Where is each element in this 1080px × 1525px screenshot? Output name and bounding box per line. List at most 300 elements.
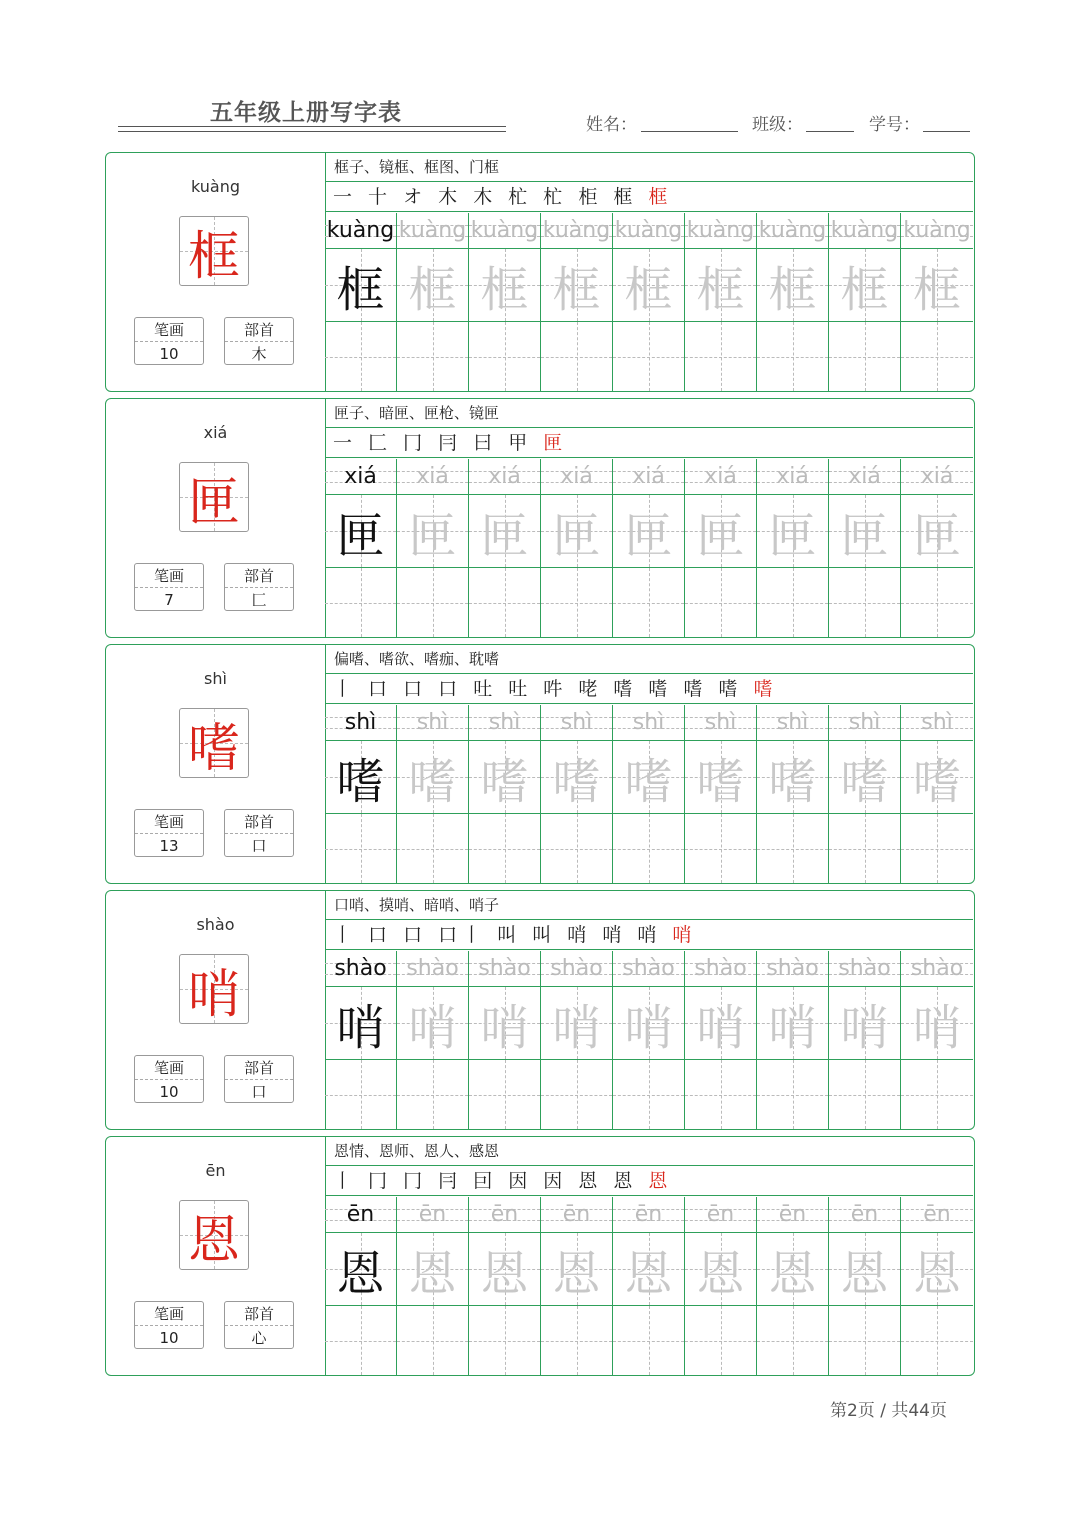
blank-cell[interactable] xyxy=(685,568,757,637)
stroke-step: 哨 xyxy=(637,924,673,946)
stroke-step: 恩 xyxy=(578,1170,614,1192)
pinyin-cell[interactable] xyxy=(541,459,613,494)
pinyin-cell[interactable] xyxy=(829,705,901,740)
blank-cell[interactable] xyxy=(685,1060,757,1129)
blank-cell[interactable] xyxy=(685,814,757,883)
pinyin-cell[interactable] xyxy=(469,951,541,986)
character-pinyin: kuàng xyxy=(190,177,240,196)
trace-cell[interactable] xyxy=(685,1233,757,1305)
stroke-count-value: 13 xyxy=(159,837,179,855)
stroke-step: 冂 xyxy=(403,1170,439,1192)
pinyin-cell[interactable] xyxy=(397,1197,469,1232)
character-display-box xyxy=(179,1200,249,1270)
pinyin-cell[interactable] xyxy=(901,1197,973,1232)
trace-cell[interactable] xyxy=(469,741,541,813)
trace-cell[interactable] xyxy=(757,741,829,813)
blank-cell[interactable] xyxy=(325,814,397,883)
trace-cell[interactable] xyxy=(541,495,613,567)
pinyin-cell[interactable] xyxy=(397,951,469,986)
pinyin-cell[interactable] xyxy=(469,213,541,248)
pinyin-cell[interactable] xyxy=(397,705,469,740)
trace-cell[interactable] xyxy=(613,249,685,321)
stroke-order xyxy=(325,428,973,458)
pinyin-cell[interactable] xyxy=(829,213,901,248)
blank-cell[interactable] xyxy=(397,1306,469,1375)
character-trace: 哨 xyxy=(696,999,745,1056)
character-trace-row xyxy=(325,1233,973,1306)
radical-label: 部首 xyxy=(225,1302,293,1326)
practice-grid xyxy=(325,153,973,391)
pinyin-cell[interactable] xyxy=(685,705,757,740)
character-pinyin: ēn xyxy=(205,1161,226,1180)
trace-cell[interactable] xyxy=(469,1233,541,1305)
pinyin-cell[interactable] xyxy=(325,951,397,986)
stroke-step: 冃 xyxy=(438,1170,474,1192)
blank-cell[interactable] xyxy=(325,1306,397,1375)
radical-label: 部首 xyxy=(225,810,293,834)
blank-cell[interactable] xyxy=(541,1060,613,1129)
pinyin-trace: xiá xyxy=(344,464,377,489)
character-trace: 匣 xyxy=(840,507,889,564)
blank-practice-row xyxy=(325,322,973,391)
pinyin-practice-row xyxy=(325,951,973,987)
trace-cell[interactable] xyxy=(397,495,469,567)
trace-cell[interactable] xyxy=(829,249,901,321)
blank-cell[interactable] xyxy=(541,568,613,637)
stroke-count-box xyxy=(134,317,204,365)
blank-practice-row xyxy=(325,814,973,883)
character-pinyin: xiá xyxy=(203,423,228,442)
pinyin-cell[interactable] xyxy=(325,459,397,494)
character-trace: 恩 xyxy=(552,1245,601,1302)
radical-box xyxy=(224,563,294,611)
trace-cell[interactable] xyxy=(613,987,685,1059)
blank-cell[interactable] xyxy=(901,814,973,883)
character-trace: 匣 xyxy=(624,507,673,564)
trace-cell[interactable] xyxy=(325,249,397,321)
blank-cell[interactable] xyxy=(757,1306,829,1375)
pinyin-cell[interactable] xyxy=(757,951,829,986)
stroke-step: 口 xyxy=(403,678,439,700)
character-trace: 恩 xyxy=(696,1245,745,1302)
pinyin-cell[interactable] xyxy=(613,951,685,986)
stroke-order xyxy=(325,674,973,704)
character-info-panel xyxy=(106,645,326,883)
trace-cell[interactable] xyxy=(829,741,901,813)
trace-cell[interactable] xyxy=(757,1233,829,1305)
trace-cell[interactable] xyxy=(325,741,397,813)
trace-cell[interactable] xyxy=(829,495,901,567)
blank-cell[interactable] xyxy=(829,1060,901,1129)
character-glyph: 恩 xyxy=(187,1210,240,1271)
trace-cell[interactable] xyxy=(685,495,757,567)
blank-cell[interactable] xyxy=(613,568,685,637)
pinyin-trace: shì xyxy=(632,710,665,735)
blank-cell[interactable] xyxy=(541,322,613,391)
pinyin-cell[interactable] xyxy=(613,213,685,248)
blank-cell[interactable] xyxy=(397,322,469,391)
pinyin-cell[interactable] xyxy=(901,705,973,740)
trace-cell[interactable] xyxy=(469,987,541,1059)
pinyin-practice-row xyxy=(325,1197,973,1233)
blank-cell[interactable] xyxy=(541,1306,613,1375)
practice-grid xyxy=(325,1137,973,1375)
character-trace: 框 xyxy=(480,261,529,318)
stroke-step: 柜 xyxy=(578,186,614,208)
character-trace: 嗜 xyxy=(624,753,673,810)
character-card xyxy=(105,644,975,884)
character-trace: 匣 xyxy=(336,507,385,564)
title-underline xyxy=(118,126,506,127)
character-trace: 恩 xyxy=(408,1245,457,1302)
trace-cell[interactable] xyxy=(325,987,397,1059)
stroke-step: 因 xyxy=(508,1170,544,1192)
word-examples: 框子、镜框、框图、门框 xyxy=(325,153,973,182)
character-card xyxy=(105,398,975,638)
character-card xyxy=(105,1136,975,1376)
blank-cell[interactable] xyxy=(469,568,541,637)
pinyin-trace: ēn xyxy=(850,1202,879,1227)
name-label: 姓名： xyxy=(586,115,637,135)
pinyin-cell[interactable] xyxy=(613,705,685,740)
character-display-box xyxy=(179,462,249,532)
pinyin-cell[interactable] xyxy=(397,213,469,248)
pinyin-cell[interactable] xyxy=(685,951,757,986)
pinyin-cell[interactable] xyxy=(613,1197,685,1232)
character-trace-row xyxy=(325,249,973,322)
blank-cell[interactable] xyxy=(901,322,973,391)
blank-cell[interactable] xyxy=(325,1060,397,1129)
blank-cell[interactable] xyxy=(829,322,901,391)
pinyin-trace: shì xyxy=(560,710,593,735)
character-trace: 恩 xyxy=(480,1245,529,1302)
character-trace: 嗜 xyxy=(912,753,961,810)
radical-value: 口 xyxy=(251,1083,267,1101)
trace-cell[interactable] xyxy=(685,741,757,813)
stroke-count-value: 10 xyxy=(159,1329,179,1347)
character-trace: 嗜 xyxy=(480,753,529,810)
character-display-box xyxy=(179,216,249,286)
blank-practice-row xyxy=(325,568,973,637)
character-trace: 哨 xyxy=(336,999,385,1056)
character-trace: 框 xyxy=(624,261,673,318)
pinyin-trace: shào xyxy=(478,956,531,981)
trace-cell[interactable] xyxy=(613,741,685,813)
stroke-step: 嗜 xyxy=(718,678,754,700)
pinyin-cell[interactable] xyxy=(757,705,829,740)
blank-cell[interactable] xyxy=(829,814,901,883)
pinyin-trace: xiá xyxy=(560,464,593,489)
blank-cell[interactable] xyxy=(901,568,973,637)
blank-cell[interactable] xyxy=(829,1306,901,1375)
pinyin-cell[interactable] xyxy=(829,1197,901,1232)
blank-cell[interactable] xyxy=(325,568,397,637)
blank-cell[interactable] xyxy=(613,1306,685,1375)
character-trace: 哨 xyxy=(552,999,601,1056)
character-info-panel xyxy=(106,153,326,391)
character-trace: 匣 xyxy=(912,507,961,564)
pinyin-practice-row xyxy=(325,459,973,495)
stroke-step: 叫 xyxy=(497,924,533,946)
practice-grid xyxy=(325,399,973,637)
character-trace: 哨 xyxy=(624,999,673,1056)
stroke-count-box xyxy=(134,1055,204,1103)
character-trace: 框 xyxy=(768,261,817,318)
stroke-step: 哨 xyxy=(567,924,603,946)
radical-box xyxy=(224,809,294,857)
stroke-step: 冂 xyxy=(368,1170,404,1192)
trace-cell[interactable] xyxy=(901,741,973,813)
radical-value: 心 xyxy=(251,1329,267,1347)
trace-cell[interactable] xyxy=(901,249,973,321)
radical-value: 匚 xyxy=(251,591,267,609)
worksheet-header xyxy=(0,0,1080,150)
trace-cell[interactable] xyxy=(541,1233,613,1305)
character-trace: 嗜 xyxy=(552,753,601,810)
trace-cell[interactable] xyxy=(397,1233,469,1305)
blank-cell[interactable] xyxy=(469,1060,541,1129)
character-trace: 框 xyxy=(552,261,601,318)
trace-cell[interactable] xyxy=(613,1233,685,1305)
blank-cell[interactable] xyxy=(397,568,469,637)
pinyin-trace: shì xyxy=(776,710,809,735)
stroke-step: 丨 xyxy=(333,924,369,946)
stroke-count-label: 笔画 xyxy=(135,318,203,342)
pinyin-cell[interactable] xyxy=(901,213,973,248)
trace-cell[interactable] xyxy=(325,495,397,567)
stroke-step: 叫 xyxy=(532,924,568,946)
trace-cell[interactable] xyxy=(757,249,829,321)
pinyin-trace: shào xyxy=(622,956,675,981)
character-trace: 框 xyxy=(408,261,457,318)
trace-cell[interactable] xyxy=(397,987,469,1059)
id-blank[interactable] xyxy=(923,131,970,132)
pinyin-cell[interactable] xyxy=(469,459,541,494)
stroke-step: 吐 xyxy=(473,678,509,700)
pinyin-trace: xiá xyxy=(848,464,881,489)
stroke-step: 木 xyxy=(473,186,509,208)
trace-cell[interactable] xyxy=(613,495,685,567)
character-trace: 哨 xyxy=(480,999,529,1056)
stroke-step: 嗜 xyxy=(753,678,778,700)
character-display-box xyxy=(179,954,249,1024)
stroke-step: 框 xyxy=(613,186,649,208)
blank-cell[interactable] xyxy=(757,1060,829,1129)
blank-cell[interactable] xyxy=(469,1306,541,1375)
trace-cell[interactable] xyxy=(397,741,469,813)
stroke-step: 冂 xyxy=(403,432,439,454)
pinyin-trace: ēn xyxy=(346,1202,375,1227)
character-trace: 嗜 xyxy=(840,753,889,810)
stroke-step: 口 xyxy=(403,924,439,946)
pinyin-cell[interactable] xyxy=(541,951,613,986)
radical-box xyxy=(224,1301,294,1349)
pinyin-cell[interactable] xyxy=(469,705,541,740)
character-trace-row xyxy=(325,987,973,1060)
blank-cell[interactable] xyxy=(469,322,541,391)
pinyin-trace: ēn xyxy=(562,1202,591,1227)
stroke-step: 因 xyxy=(543,1170,579,1192)
blank-cell[interactable] xyxy=(757,322,829,391)
pinyin-cell[interactable] xyxy=(541,705,613,740)
stroke-step: 匣 xyxy=(543,432,568,454)
trace-cell[interactable] xyxy=(901,495,973,567)
character-trace: 哨 xyxy=(768,999,817,1056)
character-trace: 哨 xyxy=(408,999,457,1056)
blank-cell[interactable] xyxy=(397,1060,469,1129)
trace-cell[interactable] xyxy=(685,987,757,1059)
pinyin-cell[interactable] xyxy=(541,1197,613,1232)
trace-cell[interactable] xyxy=(469,249,541,321)
pinyin-trace: kuàng xyxy=(686,218,755,243)
trace-cell[interactable] xyxy=(901,1233,973,1305)
pinyin-trace: kuàng xyxy=(758,218,827,243)
character-trace: 匣 xyxy=(696,507,745,564)
pinyin-cell[interactable] xyxy=(829,951,901,986)
character-trace: 嗜 xyxy=(696,753,745,810)
pinyin-trace: xiá xyxy=(416,464,449,489)
stroke-count-box xyxy=(134,809,204,857)
trace-cell[interactable] xyxy=(757,987,829,1059)
trace-cell[interactable] xyxy=(829,1233,901,1305)
character-info-panel xyxy=(106,399,326,637)
blank-cell[interactable] xyxy=(757,568,829,637)
pinyin-trace: shì xyxy=(921,710,953,735)
pinyin-cell[interactable] xyxy=(757,213,829,248)
trace-cell[interactable] xyxy=(325,1233,397,1305)
blank-cell[interactable] xyxy=(541,814,613,883)
pinyin-trace: shì xyxy=(848,710,881,735)
stroke-step: 吽 xyxy=(543,678,579,700)
pinyin-trace: shào xyxy=(910,956,964,981)
stroke-step: 杧 xyxy=(543,186,579,208)
stroke-step: 嗜 xyxy=(683,678,719,700)
class-blank[interactable] xyxy=(806,131,854,132)
pinyin-cell[interactable] xyxy=(685,1197,757,1232)
stroke-count-value: 10 xyxy=(159,1083,179,1101)
word-examples: 口哨、摸哨、暗哨、哨子 xyxy=(325,891,973,920)
character-display-box xyxy=(179,708,249,778)
character-trace: 框 xyxy=(912,261,961,318)
trace-cell[interactable] xyxy=(397,249,469,321)
trace-cell[interactable] xyxy=(901,987,973,1059)
pinyin-cell[interactable] xyxy=(469,1197,541,1232)
stroke-step: 口 xyxy=(368,924,404,946)
blank-cell[interactable] xyxy=(685,1306,757,1375)
radical-value: 木 xyxy=(251,345,267,363)
pinyin-cell[interactable] xyxy=(829,459,901,494)
blank-cell[interactable] xyxy=(901,1306,973,1375)
blank-cell[interactable] xyxy=(397,814,469,883)
character-trace: 嗜 xyxy=(768,753,817,810)
pinyin-cell[interactable] xyxy=(325,1197,397,1232)
pinyin-cell[interactable] xyxy=(757,459,829,494)
stroke-count-label: 笔画 xyxy=(135,564,203,588)
blank-cell[interactable] xyxy=(757,814,829,883)
stroke-step: 丨 xyxy=(333,678,369,700)
stroke-step: 曰 xyxy=(473,432,509,454)
pinyin-cell[interactable] xyxy=(541,213,613,248)
name-blank[interactable] xyxy=(641,131,738,132)
stroke-count-box xyxy=(134,1301,204,1349)
character-card xyxy=(105,152,975,392)
pinyin-trace: xiá xyxy=(776,464,809,489)
pinyin-cell[interactable] xyxy=(757,1197,829,1232)
character-trace: 匣 xyxy=(768,507,817,564)
pinyin-trace: ēn xyxy=(778,1202,807,1227)
character-info-panel xyxy=(106,1137,326,1375)
pinyin-cell[interactable] xyxy=(685,213,757,248)
pinyin-trace: kuàng xyxy=(326,218,395,243)
blank-practice-row xyxy=(325,1060,973,1129)
trace-cell[interactable] xyxy=(829,987,901,1059)
trace-cell[interactable] xyxy=(541,741,613,813)
blank-practice-row xyxy=(325,1306,973,1375)
blank-cell[interactable] xyxy=(613,1060,685,1129)
blank-cell[interactable] xyxy=(613,322,685,391)
stroke-step: 一 xyxy=(333,186,369,208)
pinyin-cell[interactable] xyxy=(325,705,397,740)
trace-cell[interactable] xyxy=(541,249,613,321)
pinyin-cell[interactable] xyxy=(901,951,973,986)
stroke-step: 口丨 xyxy=(438,924,498,946)
trace-cell[interactable] xyxy=(541,987,613,1059)
pinyin-trace: shào xyxy=(766,956,819,981)
word-examples: 偏嗜、嗜欲、嗜痂、耽嗜 xyxy=(325,645,973,674)
pinyin-cell[interactable] xyxy=(901,459,973,494)
pinyin-trace: ēn xyxy=(634,1202,663,1227)
trace-cell[interactable] xyxy=(757,495,829,567)
pinyin-cell[interactable] xyxy=(613,459,685,494)
blank-cell[interactable] xyxy=(469,814,541,883)
pinyin-cell[interactable] xyxy=(325,213,397,248)
character-trace: 哨 xyxy=(912,999,961,1056)
blank-cell[interactable] xyxy=(325,322,397,391)
character-trace: 嗜 xyxy=(408,753,457,810)
blank-cell[interactable] xyxy=(829,568,901,637)
character-glyph: 匣 xyxy=(187,472,240,533)
stroke-step: 木 xyxy=(438,186,474,208)
pinyin-trace: ēn xyxy=(418,1202,447,1227)
pinyin-cell[interactable] xyxy=(397,459,469,494)
character-trace: 恩 xyxy=(336,1245,385,1302)
blank-cell[interactable] xyxy=(685,322,757,391)
trace-cell[interactable] xyxy=(469,495,541,567)
pinyin-trace: shì xyxy=(344,710,377,735)
stroke-step: 哨 xyxy=(602,924,638,946)
radical-label: 部首 xyxy=(225,318,293,342)
trace-cell[interactable] xyxy=(685,249,757,321)
radical-label: 部首 xyxy=(225,564,293,588)
page-title: 五年级上册写字表 xyxy=(210,100,402,126)
pinyin-trace: xiá xyxy=(920,464,954,489)
stroke-count-label: 笔画 xyxy=(135,810,203,834)
practice-grid xyxy=(325,891,973,1129)
class-label: 班级： xyxy=(752,115,803,135)
character-trace: 恩 xyxy=(768,1245,817,1302)
blank-cell[interactable] xyxy=(901,1060,973,1129)
stroke-order xyxy=(325,1166,973,1196)
pinyin-trace: kuàng xyxy=(470,218,539,243)
character-trace-row xyxy=(325,741,973,814)
blank-cell[interactable] xyxy=(613,814,685,883)
stroke-step: 口 xyxy=(368,678,404,700)
title-underline-2 xyxy=(118,131,506,132)
character-trace: 恩 xyxy=(912,1245,961,1302)
character-glyph: 嗜 xyxy=(187,718,240,779)
character-trace: 框 xyxy=(696,261,745,318)
pinyin-cell[interactable] xyxy=(685,459,757,494)
